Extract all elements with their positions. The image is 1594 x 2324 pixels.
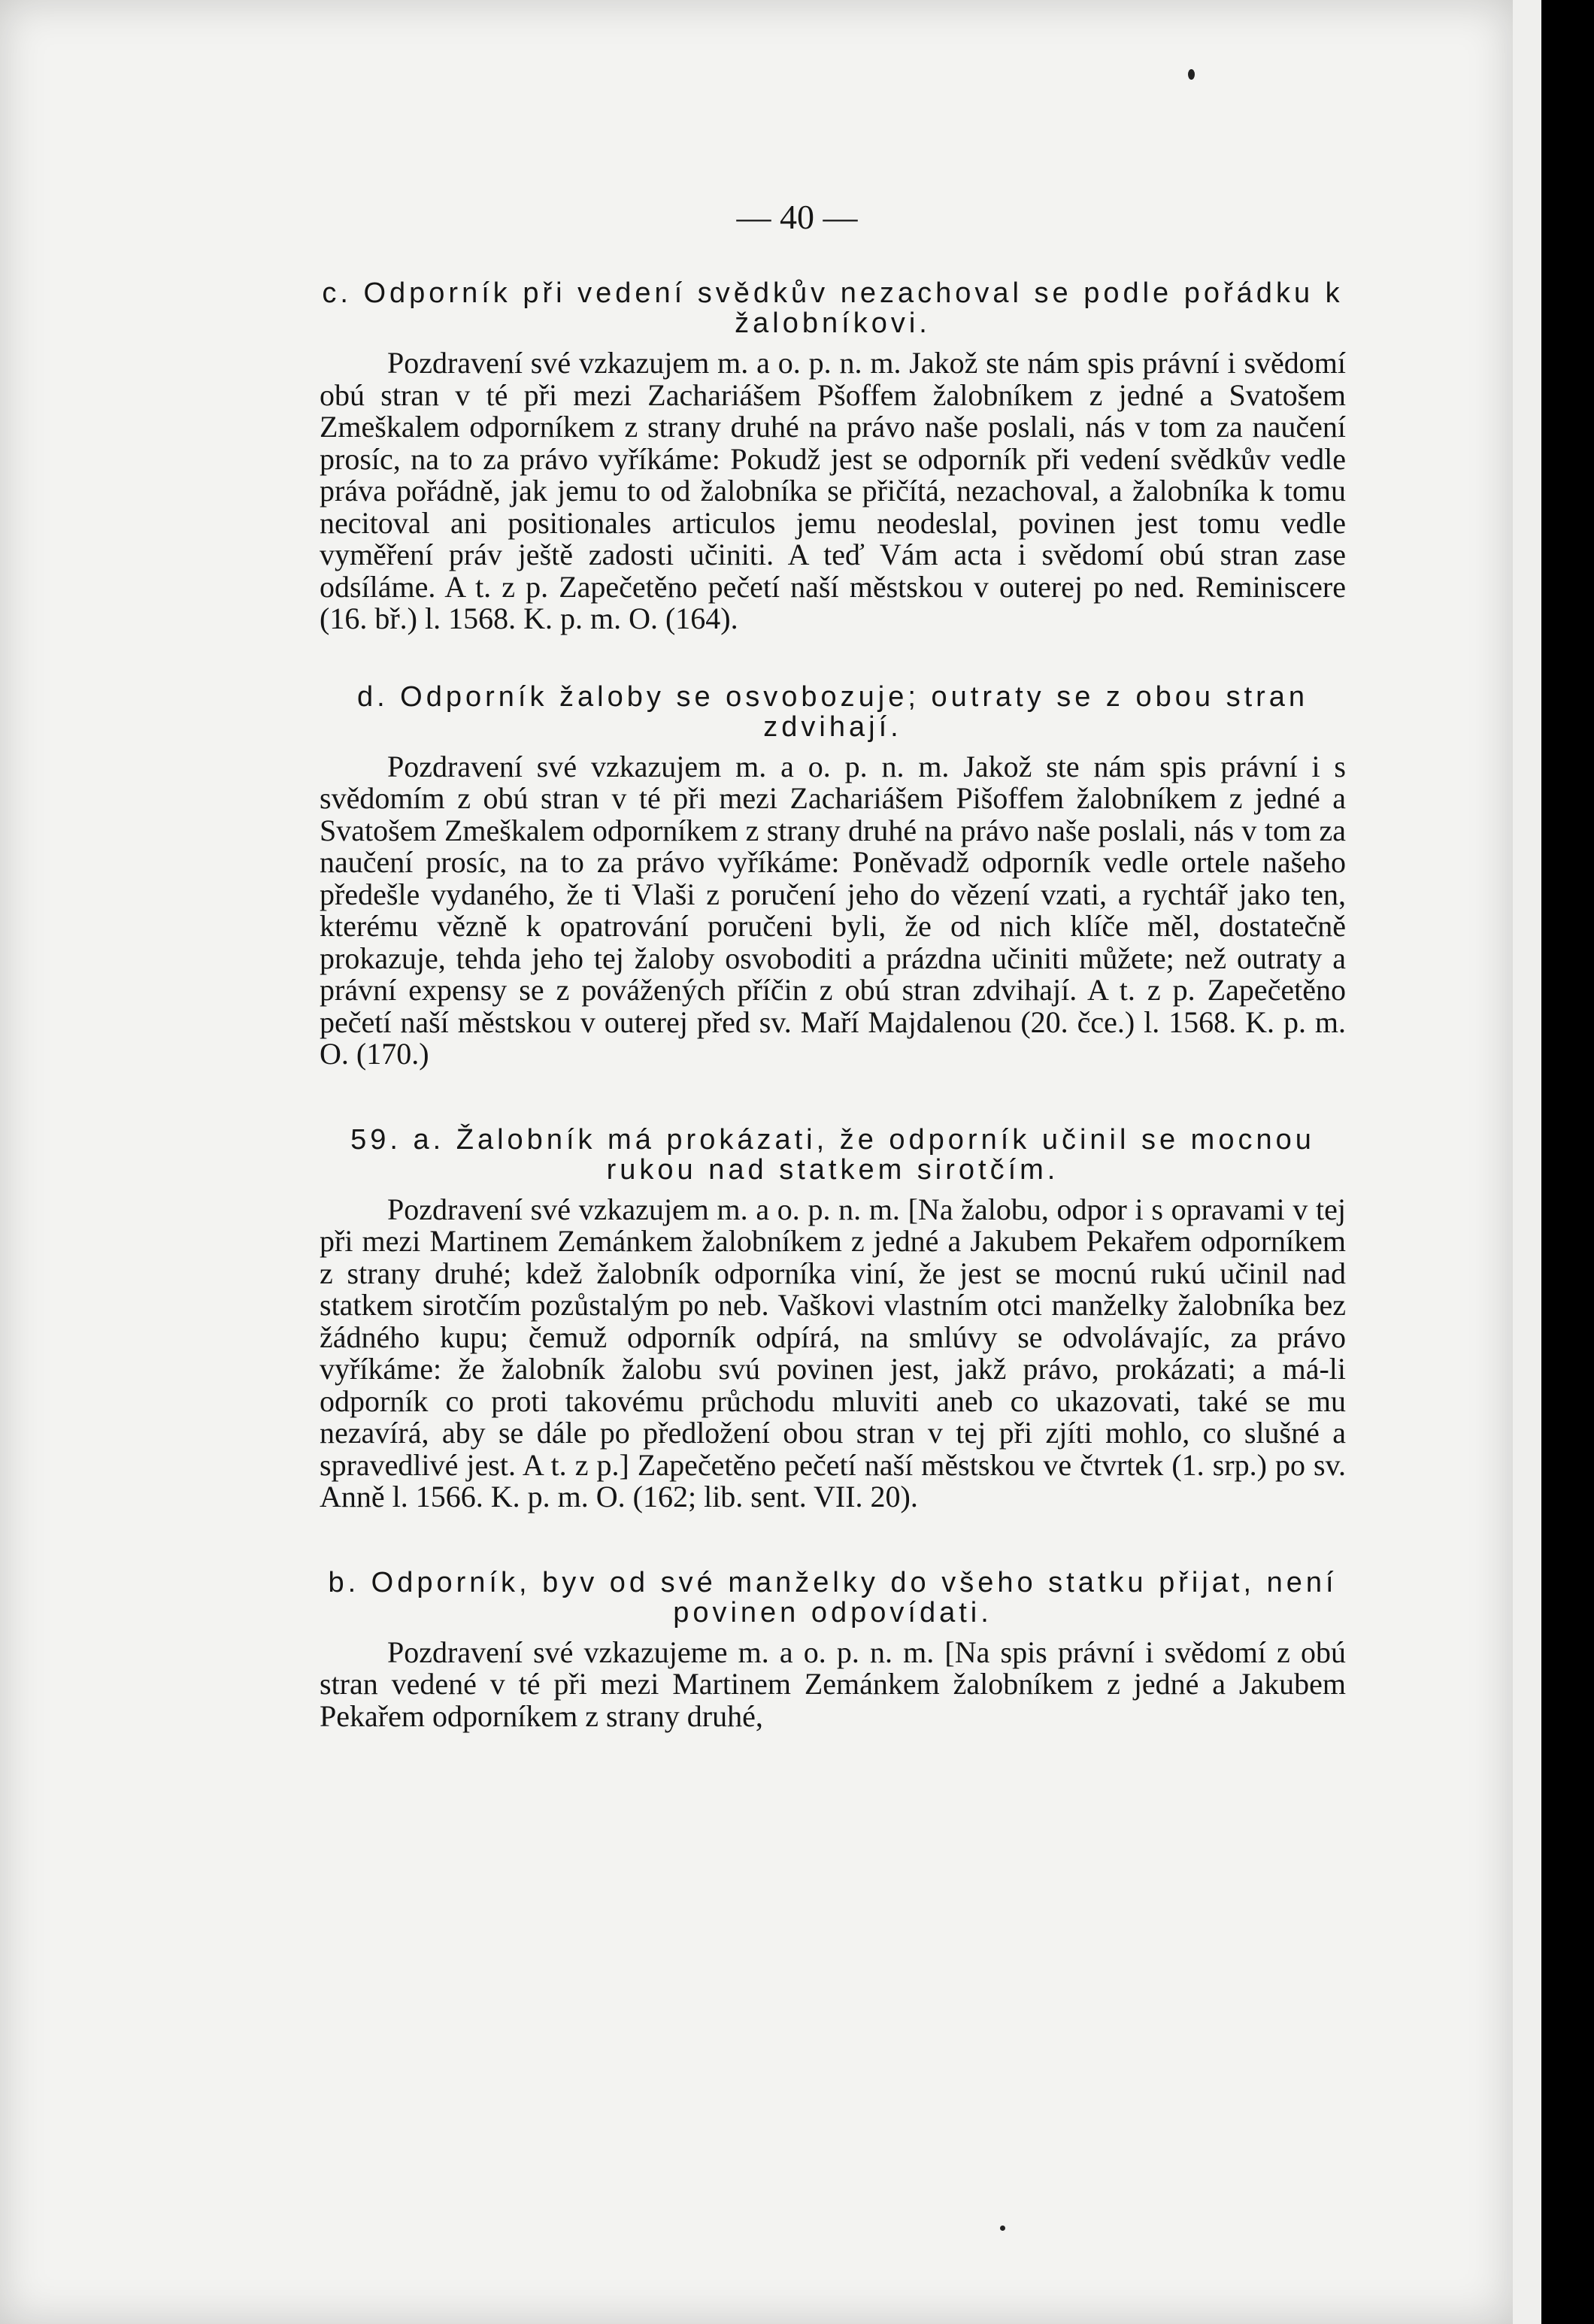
- section-paragraph: Pozdravení své vzkazujem m. a o. p. n. m. [Na žalobu, odpor i s opravami v tej při mezi Martinem Zemánkem žalobníkem z jedné a Jakubem Pekařem odporníkem z strany druhé; kdež žalobník odporníka viní, že jest se mocnú rukú učinil nad statkem sirotčím pozůstalým po neb. Vaškovi vlastním otci manželky žalobníka bez žádného kupu; čemuž odporník odpírá, na smlúvy se odvolávajíc, za právo vyříkáme: že žalobník žalobu svú povinen jest, jakž právo, prokázati; a má-li odporník co proti takovému průchodu mluviti aneb co ukazovati, také se mu nezavírá, aby se dále po předložení obou stran v tej při zjíti mohlo, co slušné a spravedlivé jest. A t. z p.] Zapečetěno pečetí naší městskou ve čtvrtek (1. srp.) po sv. Anně l. 1566. K. p. m. O. (162; lib. sent. VII. 20).: [320, 1192, 1346, 1513]
- scan-speck: [1000, 2226, 1005, 2231]
- scan-speck: [1188, 69, 1195, 80]
- section-d: [320, 682, 1346, 1071]
- section-paragraph: Pozdravení své vzkazujeme m. a o. p. n. m. [Na spis právní i svědomí z obú stran vedené v té při mezi Martinem Zemánkem žalobníkem z jedné a Jakubem Pekařem odporníkem z strany druhé,: [320, 1635, 1346, 1733]
- section-heading: 59. a. Žalobník má prokázati, že odporník učinil se mocnou rukou nad statkem sirotčím.: [350, 1123, 1315, 1186]
- section-heading: d. Odporník žaloby se osvobozuje; outraty se z obou stran zdvihají.: [356, 680, 1309, 743]
- page-number: — 40 —: [736, 198, 858, 236]
- section-c: [320, 278, 1346, 635]
- section-heading: b. Odporník, byv od své manželky do všeho statku přijat, není povinen odpovídati.: [328, 1566, 1338, 1629]
- section-59a: [320, 1125, 1346, 1513]
- section-heading: c. Odporník při vedení svědkův nezachoval se podle pořádku k žalobníkovi.: [322, 277, 1344, 339]
- scan-border: [1541, 0, 1594, 2324]
- page-edge-strip: [1513, 0, 1541, 2324]
- document-body: [320, 278, 1346, 1732]
- section-paragraph: Pozdravení své vzkazujem m. a o. p. n. m. Jakož ste nám spis právní i svědomí obú stran v té při mezi Zachariášem Pšoffem žalobníkem z jedné a Svatošem Zmeškalem odporníkem z strany druhé na právo naše poslali, nás v tom za naučení prosíc, na to za právo vyříkáme: Pokudž jest se odporník při vedení svědkův vedle práva pořádně, jak jemu to od žalobníka se přičítá, nezachoval, a žalobníka k tomu necitoval ani positionales articulos jemu neodeslal, povinen jest tomu vedle vyměření práv ještě zadosti učiniti. A teď Vám acta i svědomí obú stran zase odsíláme. A t. z p. Zapečetěno pečetí naší městskou v outerej po ned. Reminiscere (16. bř.) l. 1568. K. p. m. O. (164).: [320, 346, 1346, 635]
- section-paragraph: Pozdravení své vzkazujem m. a o. p. n. m. Jakož ste nám spis právní i s svědomím z obú stran v té při mezi Zachariášem Pišoffem žalobníkem z jedné a Svatošem Zmeškalem odporníkem z strany druhé na právo naše poslali, nás v tom za naučení prosíc, na to za právo vyříkáme: Poněvadž odporník vedle ortele našeho předešle vydaného, že ti Vlaši z poručení jeho do vězení vzati, a rychtář jako ten, kterému vězně k opatrování poručeni byli, že od nich klíče měl, dostatečně prokazuje, tehda jeho tej žaloby osvoboditi a prázdna učiniti můžete; než outraty a právní expensy se z povážených příčin z obú stran zdvihají. A t. z p. Zapečetěno pečetí naší městskou v outerej před sv. Maří Majdalenou (20. čce.) l. 1568. K. p. m. O. (170.): [320, 749, 1346, 1071]
- section-59b: [320, 1568, 1346, 1733]
